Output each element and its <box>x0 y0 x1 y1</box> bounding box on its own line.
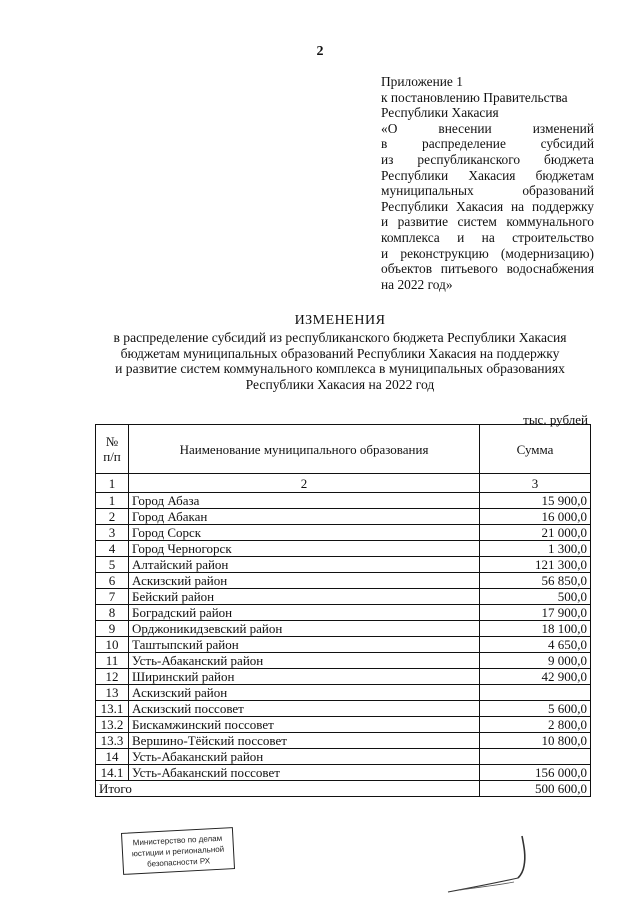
row-amount: 156 000,0 <box>480 765 591 781</box>
row-name: Алтайский район <box>129 557 480 573</box>
row-name: Бискамжинский поссовет <box>129 717 480 733</box>
row-amount: 21 000,0 <box>480 525 591 541</box>
row-name: Аскизский район <box>129 685 480 701</box>
appendix-line: на 2022 год» <box>381 276 453 292</box>
row-number: 1 <box>96 493 129 509</box>
column-number: 3 <box>480 474 591 493</box>
row-number: 13.2 <box>96 717 129 733</box>
column-number-row <box>96 474 591 493</box>
row-amount: 500,0 <box>480 589 591 605</box>
ministry-stamp <box>121 827 235 875</box>
row-number: 8 <box>96 605 129 621</box>
appendix-line: Республики Хакасия на поддержку <box>381 198 594 214</box>
row-name: Аскизский поссовет <box>129 701 480 717</box>
total-label: Итого <box>96 781 480 797</box>
table-row <box>96 541 591 557</box>
row-amount: 42 900,0 <box>480 669 591 685</box>
row-number: 13.1 <box>96 701 129 717</box>
appendix-line: «О внесении изменений <box>381 120 594 136</box>
row-number: 12 <box>96 669 129 685</box>
table-row <box>96 525 591 541</box>
row-number: 7 <box>96 589 129 605</box>
table-row <box>96 733 591 749</box>
table-row <box>96 637 591 653</box>
table-row <box>96 493 591 509</box>
table-row <box>96 717 591 733</box>
row-number: 5 <box>96 557 129 573</box>
total-amount: 500 600,0 <box>480 781 591 797</box>
document-heading <box>80 313 600 393</box>
table-row <box>96 509 591 525</box>
row-amount: 18 100,0 <box>480 621 591 637</box>
row-amount: 1 300,0 <box>480 541 591 557</box>
row-number: 3 <box>96 525 129 541</box>
appendix-line: и реконструкцию (модернизацию) <box>381 245 594 261</box>
stamp-line: юстиции и региональной <box>131 844 225 859</box>
table-row <box>96 621 591 637</box>
header-name: Наименование муниципального образования <box>129 425 480 474</box>
appendix-line: и развитие систем коммунального <box>381 214 594 230</box>
appendix-line: к постановлению Правительства <box>381 89 568 105</box>
row-amount: 5 600,0 <box>480 701 591 717</box>
appendix-line: Республики Хакасия <box>381 105 499 121</box>
header-number: № п/п <box>96 425 129 474</box>
row-amount: 9 000,0 <box>480 653 591 669</box>
row-amount: 10 800,0 <box>480 733 591 749</box>
heading-line: Республики Хакасия на 2022 год <box>245 377 435 393</box>
signature-mark <box>440 832 550 897</box>
table-row <box>96 573 591 589</box>
row-number: 13 <box>96 685 129 701</box>
header-amount: Сумма <box>480 425 591 474</box>
table-row <box>96 653 591 669</box>
unit-label: тыс. рублей <box>523 412 588 427</box>
appendix-block <box>381 74 594 292</box>
row-name: Город Сорск <box>129 525 480 541</box>
row-amount <box>480 685 591 701</box>
appendix-line: комплекса и на строительство <box>381 229 594 245</box>
row-name: Город Черногорск <box>129 541 480 557</box>
table-row <box>96 765 591 781</box>
row-name: Усть-Абаканский район <box>129 653 480 669</box>
table-row <box>96 685 591 701</box>
row-amount: 17 900,0 <box>480 605 591 621</box>
row-name: Город Абакан <box>129 509 480 525</box>
row-number: 13.3 <box>96 733 129 749</box>
stamp-line: безопасности РХ <box>146 856 211 869</box>
total-row <box>96 781 591 797</box>
row-number: 14.1 <box>96 765 129 781</box>
appendix-line: Республики Хакасия бюджетам <box>381 167 594 183</box>
row-number: 9 <box>96 621 129 637</box>
row-amount <box>480 749 591 765</box>
row-name: Орджоникидзевский район <box>129 621 480 637</box>
row-amount: 16 000,0 <box>480 509 591 525</box>
subsidy-table <box>95 424 591 797</box>
table-header-row <box>96 425 591 474</box>
row-amount: 15 900,0 <box>480 493 591 509</box>
table-row <box>96 701 591 717</box>
heading-line: бюджетам муниципальных образований Республики Хакасия на поддержку <box>120 345 560 361</box>
heading-line: в распределение субсидий из республиканского бюджета Республики Хакасия <box>113 329 567 345</box>
heading-line: и развитие систем коммунального комплекса в муниципальных образованиях <box>115 361 565 377</box>
column-number: 2 <box>129 474 480 493</box>
appendix-line: в распределение субсидий <box>381 136 594 152</box>
page-number: 2 <box>316 44 324 59</box>
table-row <box>96 749 591 765</box>
row-name: Боградский район <box>129 605 480 621</box>
row-name: Город Абаза <box>129 493 480 509</box>
row-name: Усть-Абаканский поссовет <box>129 765 480 781</box>
row-number: 11 <box>96 653 129 669</box>
stamp-line: Министерство по делам <box>132 833 223 848</box>
row-name: Вершино-Тёйский поссовет <box>129 733 480 749</box>
appendix-line: объектов питьевого водоснабжения <box>381 261 594 277</box>
row-number: 2 <box>96 509 129 525</box>
table-row <box>96 669 591 685</box>
row-number: 14 <box>96 749 129 765</box>
heading-title: ИЗМЕНЕНИЯ <box>294 313 386 328</box>
row-name: Ширинский район <box>129 669 480 685</box>
row-number: 10 <box>96 637 129 653</box>
row-name: Таштыпский район <box>129 637 480 653</box>
row-amount: 56 850,0 <box>480 573 591 589</box>
table-row <box>96 605 591 621</box>
appendix-line: муниципальных образований <box>381 183 594 199</box>
row-name: Аскизский район <box>129 573 480 589</box>
appendix-line: из республиканского бюджета <box>381 151 594 167</box>
row-name: Бейский район <box>129 589 480 605</box>
row-name: Усть-Абаканский район <box>129 749 480 765</box>
row-number: 4 <box>96 541 129 557</box>
table-row <box>96 589 591 605</box>
column-number: 1 <box>96 474 129 493</box>
appendix-title: Приложение 1 <box>381 74 463 89</box>
table-row <box>96 557 591 573</box>
row-amount: 4 650,0 <box>480 637 591 653</box>
row-amount: 121 300,0 <box>480 557 591 573</box>
row-number: 6 <box>96 573 129 589</box>
row-amount: 2 800,0 <box>480 717 591 733</box>
